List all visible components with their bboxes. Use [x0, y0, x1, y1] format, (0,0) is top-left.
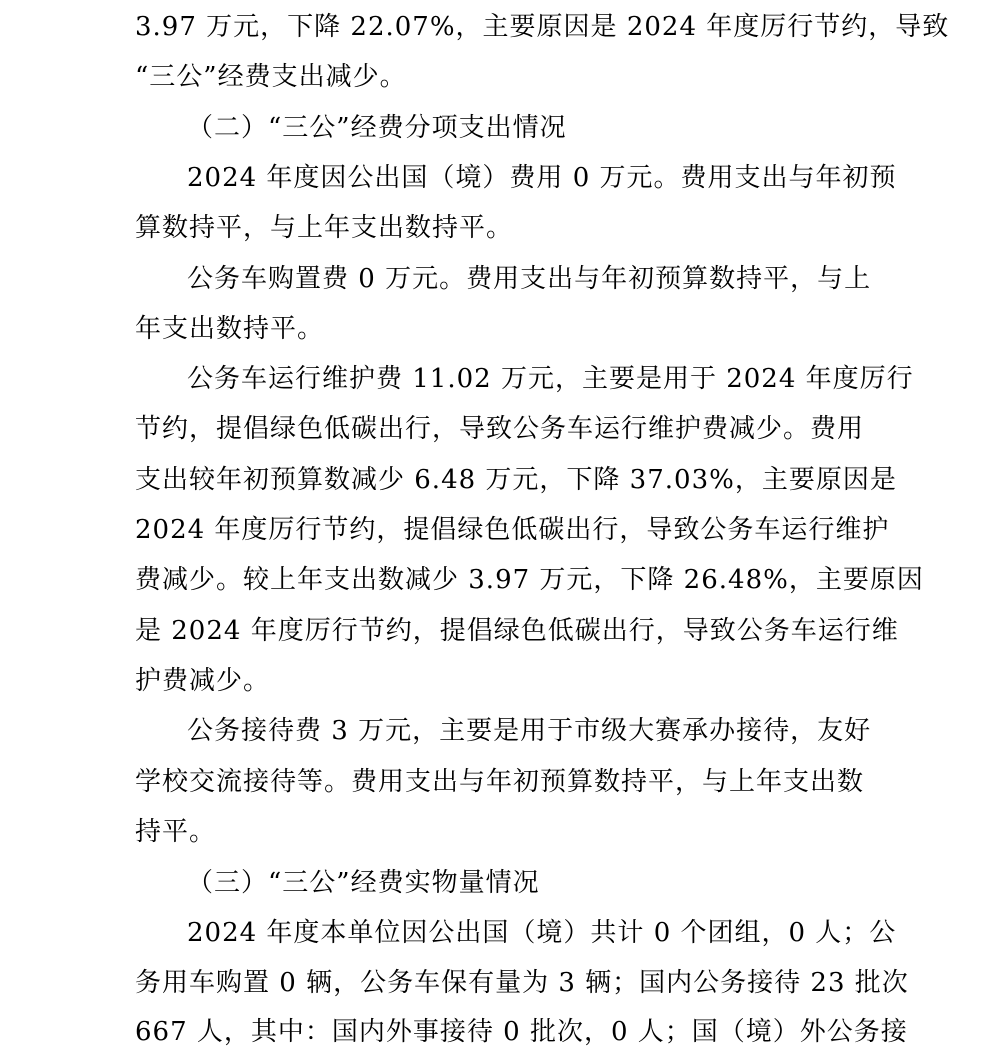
text-line: “三公”经费支出减少。 — [135, 62, 407, 92]
text-line: 公务车运行维护费 11.02 万元，主要是用于 2024 年度厉行 — [187, 364, 914, 394]
text-line: 2024 年度本单位因公出国（境）共计 0 个团组，0 人；公 — [187, 918, 897, 948]
section-heading: （三）“三公”经费实物量情况 — [187, 868, 540, 898]
text-line: 护费减少。 — [135, 666, 271, 696]
text-line: 务用车购置 0 辆，公务车保有量为 3 辆；国内公务接待 23 批次 — [135, 968, 909, 998]
text-line: 667 人，其中：国内外事接待 0 批次，0 人；国（境）外公务接 — [135, 1017, 908, 1047]
text-line: 费减少。较上年支出数减少 3.97 万元，下降 26.48%，主要原因 — [135, 565, 924, 595]
text-line: 是 2024 年度厉行节约，提倡绿色低碳出行，导致公务车运行维 — [135, 616, 899, 646]
text-line: 学校交流接待等。费用支出与年初预算数持平，与上年支出数 — [135, 767, 865, 797]
text-line: 算数持平，与上年支出数持平。 — [135, 213, 514, 243]
text-line: 公务车购置费 0 万元。费用支出与年初预算数持平，与上 — [187, 264, 872, 294]
text-line: 年支出数持平。 — [135, 314, 325, 344]
text-line: 公务接待费 3 万元，主要是用于市级大赛承办接待，友好 — [187, 716, 872, 746]
section-heading: （二）“三公”经费分项支出情况 — [187, 113, 567, 143]
text-line: 节约，提倡绿色低碳出行，导致公务车运行维护费减少。费用 — [135, 414, 865, 444]
text-line: 2024 年度因公出国（境）费用 0 万元。费用支出与年初预 — [187, 163, 897, 193]
text-line: 2024 年度厉行节约，提倡绿色低碳出行，导致公务车运行维护 — [135, 515, 890, 545]
text-line: 支出较年初预算数减少 6.48 万元，下降 37.03%，主要原因是 — [135, 465, 897, 495]
text-line: 持平。 — [135, 817, 217, 847]
text-line: 3.97 万元，下降 22.07%，主要原因是 2024 年度厉行节约，导致 — [135, 12, 950, 42]
